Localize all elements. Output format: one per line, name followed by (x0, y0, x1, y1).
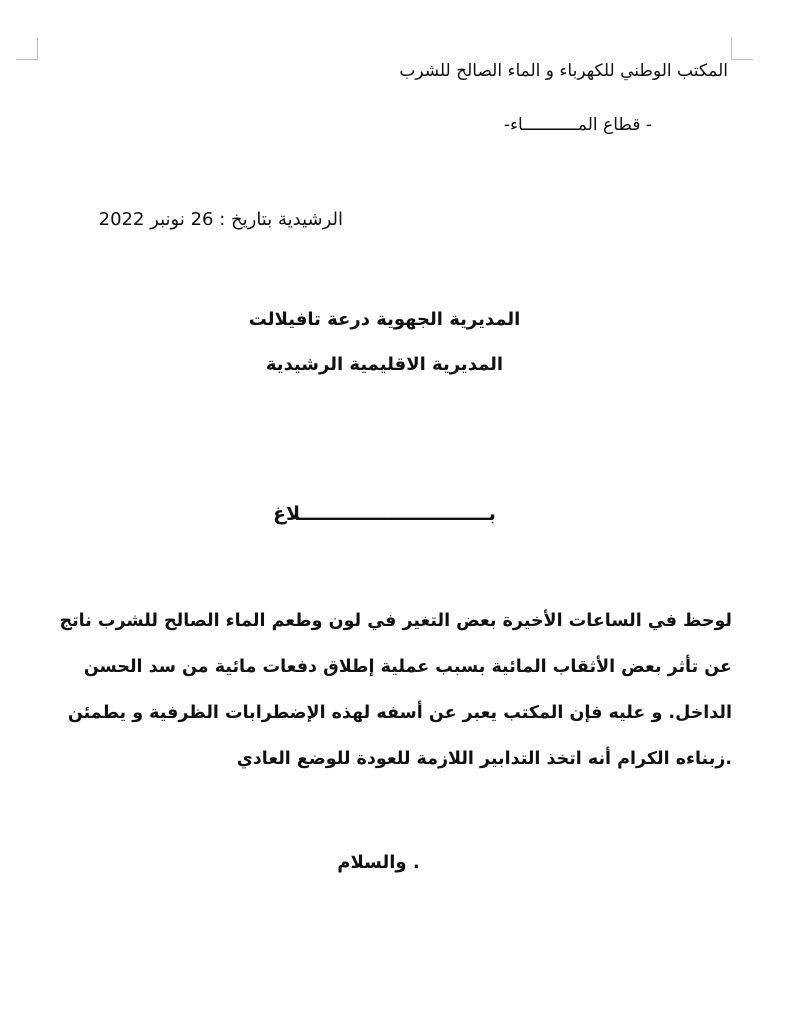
organization-name: المكتب الوطني للكهرباء و الماء الصالح للشرب (399, 61, 728, 81)
body-line: لوحظ في الساعات الأخيرة بعض التغير في لون وطعم الماء الصالح للشرب ناتج (59, 611, 732, 631)
date-line: الرشيدية بتاريخ : 26 نونبر 2022 (98, 209, 343, 230)
announcement-body (42, 604, 732, 788)
crop-mark-top-right (731, 38, 753, 60)
body-line: عن تأثر بعض الأثقاب المائية بسبب عملية إطلاق دفعات مائية من سد الحسن (83, 657, 732, 677)
crop-mark-top-left (16, 38, 38, 60)
sector-name: - قطاع المـــــــــــاء- (503, 115, 652, 135)
body-line: .زبناءه الكرام أنه اتخذ التدابير اللازمة للعودة للوضع العادي (236, 749, 732, 769)
announcement-title: بـــــــــــــــــــــــــــــلاغ (273, 503, 496, 525)
regional-directorate: المديرية الجهوية درعة تافيلالت (248, 309, 521, 330)
closing-greeting: . والسلام (337, 852, 420, 873)
provincial-directorate: المديرية الاقليمية الرشيدية (265, 354, 504, 375)
body-line: الداخل. و عليه فإن المكتب يعبر عن أسفه لهذه الإضطرابات الظرفية و يطمئن (67, 703, 732, 723)
